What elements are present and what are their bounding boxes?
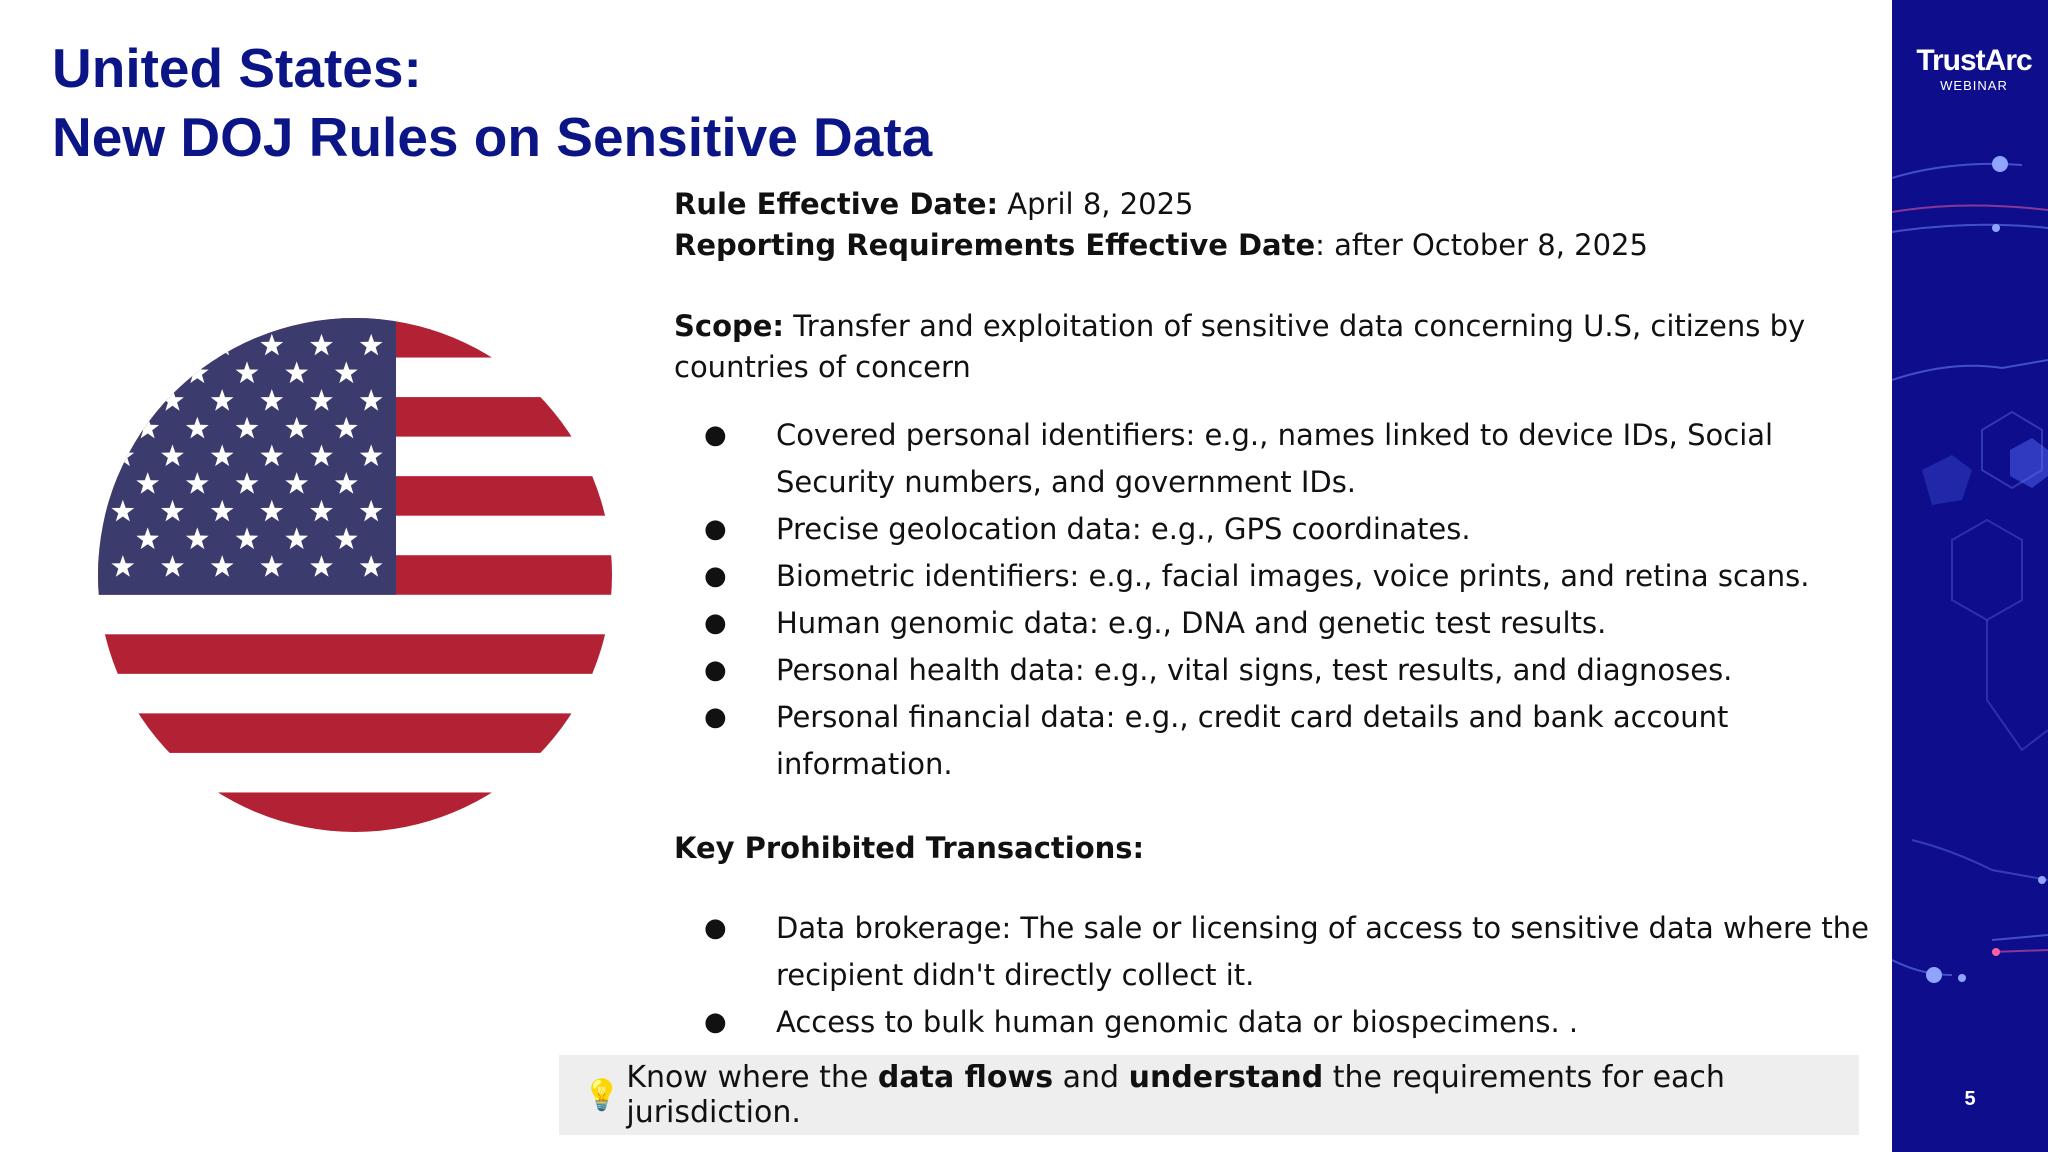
bullet-icon: ● <box>704 655 727 685</box>
slide-content <box>674 184 1874 1046</box>
flag-stripe <box>98 595 612 635</box>
prohibited-heading: Key Prohibited Transactions: <box>674 831 1145 865</box>
page-number: 5 <box>1964 1088 1976 1110</box>
list-item: ● Biometric identifiers: e.g., facial images, voice prints, and retina scans. <box>674 553 1874 600</box>
rule-effective-date: Rule Effective Date: April 8, 2025 <box>674 187 1194 221</box>
circuit-decoration <box>1892 0 2048 1152</box>
slide-title <box>52 34 932 172</box>
flag-star <box>111 389 134 411</box>
bullet-icon: ● <box>704 420 727 450</box>
bullet-icon: ● <box>704 702 727 732</box>
list-item: ● Precise geolocation data: e.g., GPS coordinates. <box>674 506 1874 553</box>
logo-subtitle: WEBINAR <box>1940 78 2008 93</box>
logo-brand: TrustArc <box>1916 44 2032 77</box>
flag-stripe <box>98 792 612 832</box>
bullet-icon: ● <box>704 608 727 638</box>
lightbulb-icon: 💡 <box>583 1077 621 1113</box>
bullet-icon: ● <box>704 561 727 591</box>
flag-star <box>136 361 159 383</box>
list-item: ● Covered personal identifiers: e.g., names linked to device IDs, Social Security numbers, and government IDs. <box>674 412 1874 506</box>
covered-data-list <box>674 412 1874 788</box>
list-item: ● Personal health data: e.g., vital signs, test results, and diagnoses. <box>674 647 1874 694</box>
flag-stripe <box>98 753 612 793</box>
us-flag-image <box>98 318 612 832</box>
list-item: ● Access to bulk human genomic data or biospecimens. . <box>674 999 1874 1046</box>
scope-paragraph: Scope: Transfer and exploitation of sensitive data concerning U.S, citizens by countries of concern <box>674 309 1806 384</box>
flag-star <box>161 334 184 356</box>
list-item: ● Data brokerage: The sale or licensing of access to sensitive data where the recipient didn't directly collect it. <box>674 905 1874 999</box>
trustarc-logo <box>1904 44 2044 93</box>
bullet-icon: ● <box>704 514 727 544</box>
reporting-effective-date: Reporting Requirements Effective Date: after October 8, 2025 <box>674 228 1648 262</box>
prohibited-list <box>674 905 1874 1046</box>
list-item: ● Human genomic data: e.g., DNA and genetic test results. <box>674 600 1874 647</box>
flag-stripe <box>98 713 612 753</box>
bullet-icon: ● <box>704 1007 727 1037</box>
flag-stripe <box>98 674 612 714</box>
key-takeaway-callout <box>559 1055 1859 1135</box>
title-line-1: United States: <box>52 37 422 99</box>
title-line-2: New DOJ Rules on Sensitive Data <box>52 106 933 168</box>
flag-stripe <box>98 634 612 674</box>
flag-star <box>111 334 134 356</box>
callout-text: Know where the data flows and understand the requirements for each jurisdiction. <box>626 1060 1725 1130</box>
flag-canton <box>98 318 396 595</box>
bullet-icon: ● <box>704 913 727 943</box>
brand-sidebar <box>1892 0 2048 1152</box>
list-item: ● Personal financial data: e.g., credit card details and bank account information. <box>674 694 1874 788</box>
